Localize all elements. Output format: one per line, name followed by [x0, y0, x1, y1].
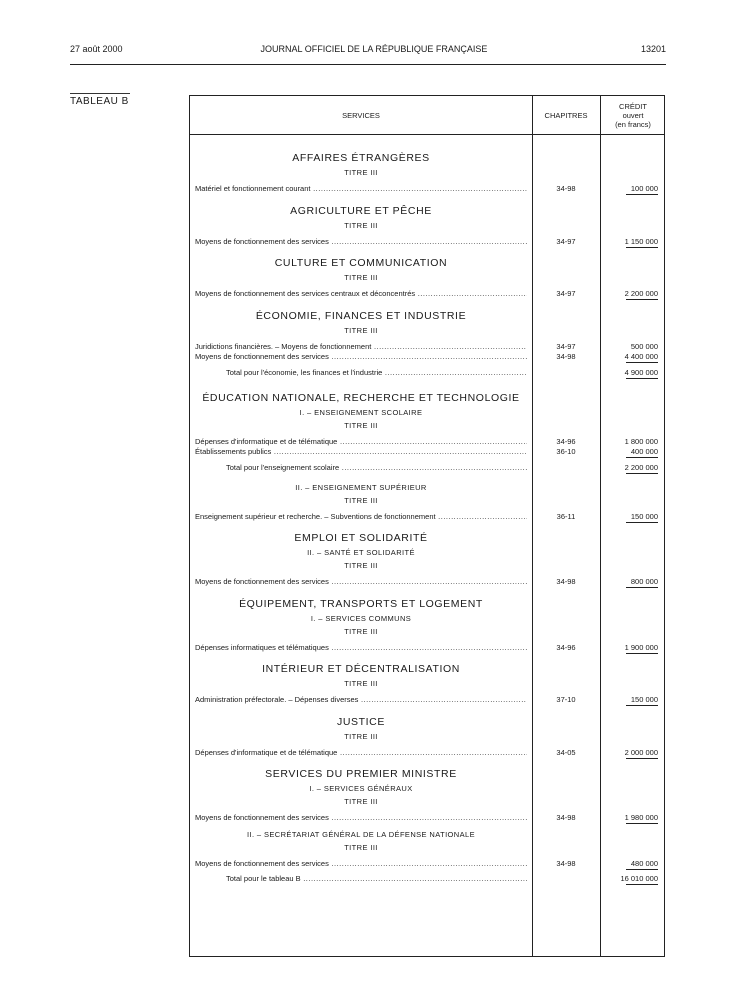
- section-subtitle: TITRE III: [344, 220, 378, 230]
- line-item-chapitre: 34-97: [556, 289, 576, 298]
- line-item-chapitre: 36-11: [556, 511, 576, 521]
- amount-rule: [626, 247, 658, 248]
- line-item-amount: 150 000: [630, 695, 658, 704]
- header-divider: [190, 134, 664, 135]
- section-subtitle: TITRE III: [344, 273, 378, 282]
- line-item-amount: 2 200 000: [624, 289, 658, 298]
- amount-rule: [626, 869, 658, 870]
- total-label: Total pour le tableau B .....: [226, 874, 527, 883]
- column-header-services: SERVICES: [342, 111, 380, 120]
- line-item-amount: 400 000: [630, 447, 658, 456]
- section-subtitle: TITRE III: [344, 168, 378, 177]
- amount-rule: [626, 653, 658, 654]
- section-title: EMPLOI ET SOLIDARITÉ: [294, 532, 428, 544]
- line-item-label: Moyens de fonctionnement des services .....: [195, 859, 527, 868]
- header-date: 27 août 2000: [70, 44, 123, 54]
- line-item-chapitre: 34-05: [556, 747, 576, 757]
- line-item-label: Moyens de fonctionnement des services .....: [195, 352, 527, 361]
- line-item-label: Administration préfectorale. – Dépenses diverses .....: [195, 695, 527, 704]
- section-subtitle: TITRE III: [344, 797, 378, 806]
- line-item-label: Moyens de fonctionnement des services .....: [195, 237, 527, 246]
- amount-rule: [626, 884, 658, 885]
- table-label: TABLEAU B: [70, 96, 129, 107]
- line-item-label: Moyens de fonctionnement des services .....: [195, 813, 527, 822]
- line-item-amount: 800 000: [630, 577, 658, 586]
- column-header-credit-line2: ouvert: [622, 111, 644, 120]
- section-subtitle: TITRE III: [344, 731, 378, 741]
- line-item-label: Dépenses d'informatique et de télématique .....: [195, 437, 527, 446]
- line-item-chapitre: 34-96: [556, 642, 576, 652]
- section-subtitle: TITRE III: [344, 325, 378, 335]
- column-divider-chapitres: [532, 96, 533, 956]
- header-journal-title: JOURNAL OFFICIEL DE LA RÉPUBLIQUE FRANÇAISE: [260, 44, 488, 54]
- line-item-amount: 1 800 000: [624, 436, 658, 446]
- line-item-amount: 2 000 000: [624, 747, 658, 757]
- total-label: Total pour l'enseignement scolaire .....: [226, 463, 527, 472]
- amount-rule: [626, 194, 658, 195]
- line-item-amount: 1 150 000: [624, 236, 658, 246]
- line-item-label: Enseignement supérieur et recherche. – Subventions de fonctionnement .....: [195, 512, 527, 521]
- header-page-number: 13201: [640, 44, 666, 54]
- section-title: INTÉRIEUR ET DÉCENTRALISATION: [262, 663, 460, 675]
- line-item-amount: 1 980 000: [624, 813, 658, 822]
- amount-rule: [626, 705, 658, 706]
- section-subtitle: TITRE III: [344, 842, 378, 852]
- total-amount: 2 200 000: [624, 462, 658, 472]
- line-item-chapitre: 34-98: [556, 858, 576, 868]
- line-item-chapitre: 36-10: [556, 447, 576, 456]
- line-item-chapitre: 37-10: [556, 695, 576, 704]
- amount-rule: [626, 457, 658, 458]
- line-item-amount: 150 000: [630, 511, 658, 521]
- section-subtitle: II. – SECRÉTARIAT GÉNÉRAL DE LA DÉFENSE NATIONALE: [247, 829, 475, 839]
- amount-rule: [626, 522, 658, 523]
- line-item-chapitre: 34-98: [556, 813, 576, 822]
- line-item-chapitre: 34-98: [556, 577, 576, 586]
- section-subtitle: TITRE III: [344, 626, 378, 636]
- column-header-credit-line3: (en francs): [615, 120, 651, 129]
- line-item-amount: 1 900 000: [624, 642, 658, 652]
- section-subtitle: TITRE III: [344, 495, 378, 505]
- column-header-chapitres: CHAPITRES: [544, 111, 588, 120]
- line-item-chapitre: 34-97: [556, 236, 576, 246]
- section-title: SERVICES DU PREMIER MINISTRE: [265, 768, 457, 780]
- line-item-label: Matériel et fonctionnement courant .....: [195, 184, 527, 193]
- line-item-label: Dépenses informatiques et télématiques .....: [195, 643, 527, 652]
- amount-rule: [626, 587, 658, 588]
- credits-table: [189, 95, 665, 957]
- total-label: Total pour l'économie, les finances et l'industrie .....: [226, 368, 527, 377]
- section-subtitle: II. – ENSEIGNEMENT SUPÉRIEUR: [295, 482, 427, 492]
- line-item-chapitre: 34-98: [556, 352, 576, 361]
- line-item-chapitre: 34-97: [556, 341, 576, 351]
- section-subtitle: I. – SERVICES GÉNÉRAUX: [309, 784, 413, 793]
- line-item-label: Dépenses d'informatique et de télématique .....: [195, 748, 527, 757]
- section-subtitle: I. – ENSEIGNEMENT SCOLAIRE: [299, 407, 423, 417]
- total-amount: 16 010 000: [620, 874, 658, 883]
- amount-rule: [626, 378, 658, 379]
- column-header-credit: [600, 102, 666, 129]
- line-item-amount: 480 000: [630, 858, 658, 868]
- total-amount: 4 900 000: [624, 367, 658, 377]
- amount-rule: [626, 758, 658, 759]
- line-item-chapitre: 34-98: [556, 184, 576, 193]
- amount-rule: [626, 473, 658, 474]
- line-item-amount: 100 000: [630, 184, 658, 193]
- section-subtitle: II. – SANTÉ ET SOLIDARITÉ: [307, 548, 415, 557]
- line-item-amount: 500 000: [630, 341, 658, 351]
- section-subtitle: TITRE III: [344, 561, 378, 570]
- section-title: AFFAIRES ÉTRANGÈRES: [292, 152, 430, 164]
- line-item-label: Juridictions financières. – Moyens de fonctionnement .....: [195, 342, 527, 351]
- line-item-label: Établissements publics .....: [195, 447, 527, 456]
- section-subtitle: I. – SERVICES COMMUNS: [310, 613, 412, 623]
- amount-rule: [626, 362, 658, 363]
- header-rule: [70, 64, 666, 65]
- line-item-label: Moyens de fonctionnement des services centraux et déconcentrés .....: [195, 289, 527, 298]
- section-title: AGRICULTURE ET PÊCHE: [290, 204, 432, 217]
- section-title: ÉDUCATION NATIONALE, RECHERCHE ET TECHNOLOGIE: [202, 391, 520, 404]
- line-item-chapitre: 34-96: [556, 436, 576, 446]
- table-label-rule: [70, 93, 130, 94]
- amount-rule: [626, 299, 658, 300]
- section-title: CULTURE ET COMMUNICATION: [274, 257, 448, 269]
- section-title: JUSTICE: [337, 715, 385, 728]
- section-title: ÉCONOMIE, FINANCES ET INDUSTRIE: [255, 309, 467, 322]
- section-subtitle: TITRE III: [344, 420, 378, 430]
- column-header-credit-line1: CRÉDIT: [619, 102, 647, 111]
- section-title: ÉQUIPEMENT, TRANSPORTS ET LOGEMENT: [239, 597, 483, 610]
- column-divider-credit: [600, 96, 601, 956]
- line-item-amount: 4 400 000: [624, 352, 658, 361]
- line-item-label: Moyens de fonctionnement des services .....: [195, 577, 527, 586]
- section-subtitle: TITRE III: [344, 679, 378, 688]
- amount-rule: [626, 823, 658, 824]
